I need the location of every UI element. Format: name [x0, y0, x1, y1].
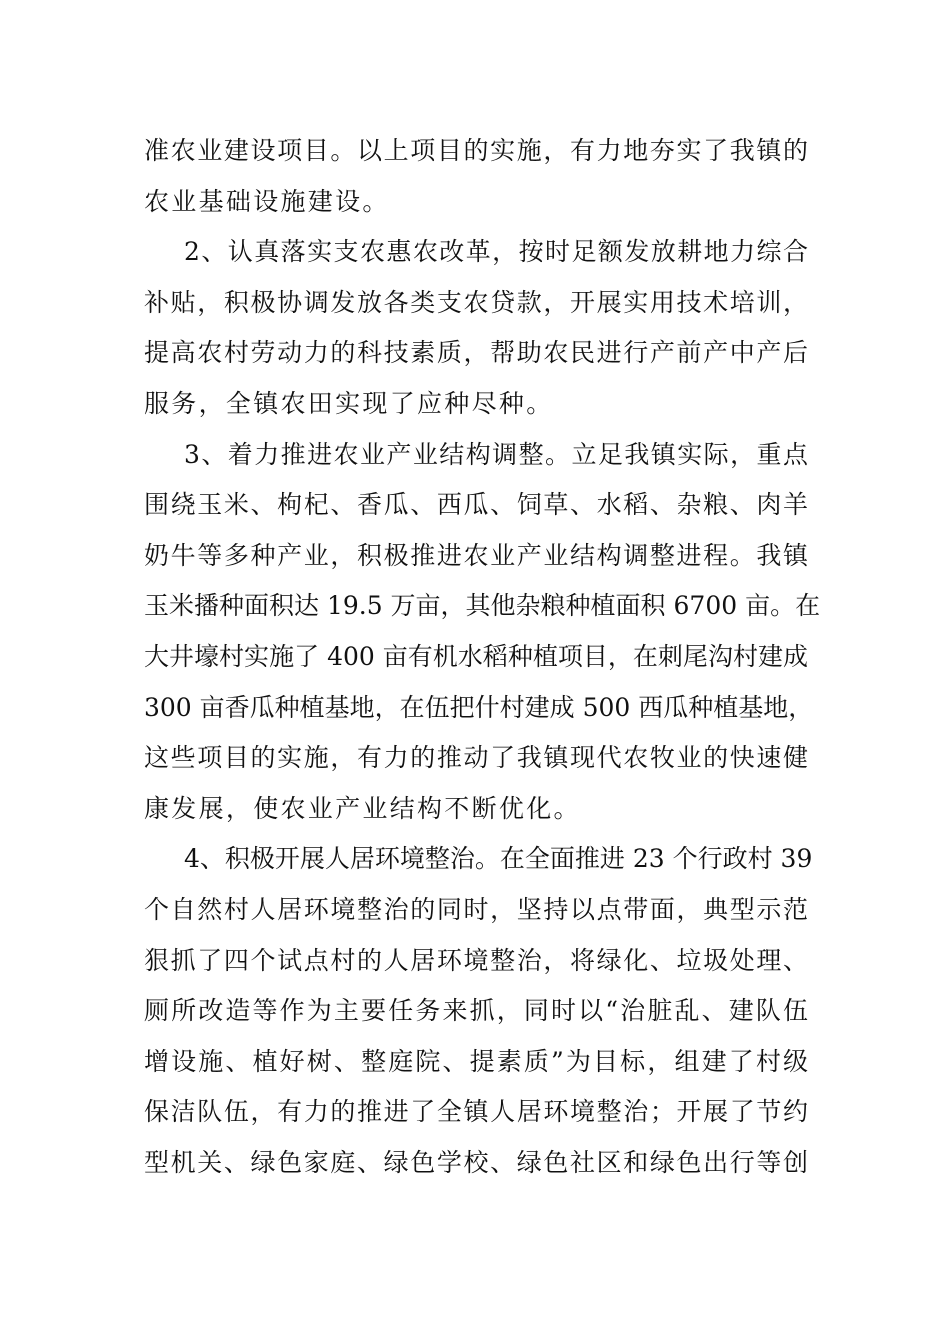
text-line: 大井壕村实施了 400 亩有机水稻种植项目，在刺尾沟村建成	[144, 641, 808, 671]
text-line: 提高农村劳动力的科技素质，帮助农民进行产前产中产后	[144, 338, 808, 368]
text-line: 玉米播种面积达 19.5 万亩，其他杂粮种植面积 6700 亩。在	[144, 591, 821, 621]
body-text	[144, 126, 821, 1188]
paragraph-start-line: 4、积极开展人居环境整治。在全面推进 23 个行政村 39	[184, 844, 813, 874]
text-line: 个自然村人居环境整治的同时，坚持以点带面，典型示范	[144, 894, 808, 924]
paragraph-start-line: 2、认真落实支农惠农改革，按时足额发放耕地力综合	[184, 237, 808, 267]
text-line: 厕所改造等作为主要任务来抓，同时以“治脏乱、建队伍	[144, 996, 808, 1026]
text-line: 补贴，积极协调发放各类支农贷款，开展实用技术培训，	[144, 287, 808, 317]
text-line: 奶牛等多种产业，积极推进农业产业结构调整进程。我镇	[144, 540, 808, 570]
text-line: 保洁队伍，有力的推进了全镇人居环境整治；开展了节约	[144, 1097, 808, 1127]
text-line: 这些项目的实施，有力的推动了我镇现代农牧业的快速健	[144, 743, 808, 773]
text-line: 服务，全镇农田实现了应种尽种。	[144, 388, 554, 418]
text-line: 增设施、植好树、整庭院、提素质”为目标，组建了村级	[144, 1046, 808, 1076]
text-line: 型机关、绿色家庭、绿色学校、绿色社区和绿色出行等创	[144, 1147, 808, 1177]
text-line: 准农业建设项目。以上项目的实施，有力地夯实了我镇的	[144, 136, 808, 165]
text-line: 农业基础设施建设。	[144, 186, 390, 216]
text-line: 围绕玉米、枸杞、香瓜、西瓜、饲草、水稻、杂粮、肉羊	[144, 490, 808, 520]
text-line: 300 亩香瓜种植基地，在伍把什村建成 500 西瓜种植基地，	[144, 692, 814, 722]
text-line: 狠抓了四个试点村的人居环境整治，将绿化、垃圾处理、	[144, 945, 808, 975]
text-line: 康发展，使农业产业结构不断优化。	[144, 793, 581, 823]
paragraph-start-line: 3、着力推进农业产业结构调整。立足我镇实际，重点	[184, 439, 808, 469]
